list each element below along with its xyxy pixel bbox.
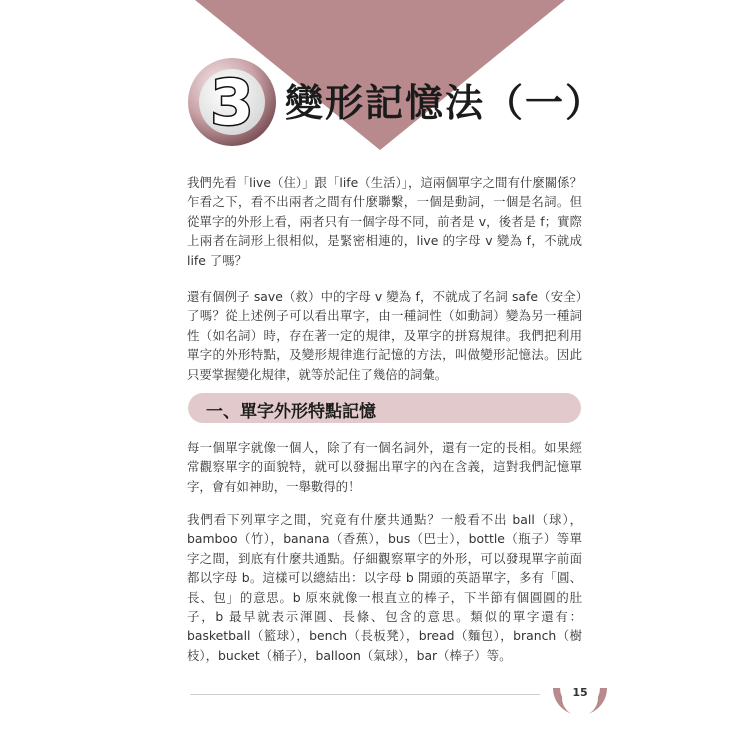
paragraph-b-words: 我們看下列單字之間，究竟有什麼共通點？一般看不出 ball（球），bamboo（竹），banana（香蕉），bus（巴士），bottle（瓶子）等單字之間，到底有什麼共通點。仔細觀察單字的外形，可以發現單字前面都以字母 b。這樣可以總結出：以字母 b 開頭的英語單字，多有「圓、長、包」的意思。b 原來就像一根直立的棒子，下半節有個圓圓的肚子，b 最早就表示渾圓、長條、包含的意思。類似的單字還有：basketball（籃球），bench（長板凳），bread（麵包），branch（樹枝），bucket（桶子），balloon（氣球），bar（棒子）等。 <box>187 512 582 663</box>
page-number: 15 <box>572 686 588 699</box>
paragraph-intro: 我們先看「live（住）」跟「life（生活）」，這兩個單字之間有什麼關係？乍看之下，看不出兩者之間有什麼聯繫，一個是動詞，一個是名詞。但從單字的外形上看，兩者只有一個字母不同，前者是 v，後者是 f；實際上兩者在詞形上很相似，是緊密相連的，live 的字母 v 變為 f，不就成 life 了嗎？ <box>187 175 582 268</box>
footer-rule <box>190 694 540 695</box>
chapter-number-badge <box>186 56 278 148</box>
section-title: 一、單字外形特點記憶 <box>206 402 376 422</box>
chapter-number: 3 <box>210 66 254 139</box>
paragraph-section-intro: 每一個單字就像一個人，除了有一個名詞外，還有一定的長相。如果經常觀察單字的面貌特，就可以發掘出單字的內在含義，這對我們記憶單字，會有如神助，一舉數得的！ <box>187 440 582 494</box>
paragraph-example: 還有個例子 save（救）中的字母 v 變為 f，不就成了名詞 safe（安全）了嗎？從上述例子可以看出單字，由一種詞性（如動詞）變為另一種詞性（如名詞）時，存在著一定的規律，及單字的拼寫規律。我們把利用單字的外形特點，及變形規律進行記憶的方法，叫做變形記憶法。因此只要掌握變化規律，就等於記住了幾倍的詞彙。 <box>187 289 582 382</box>
chapter-title: 變形記憶法（一） <box>285 81 606 125</box>
